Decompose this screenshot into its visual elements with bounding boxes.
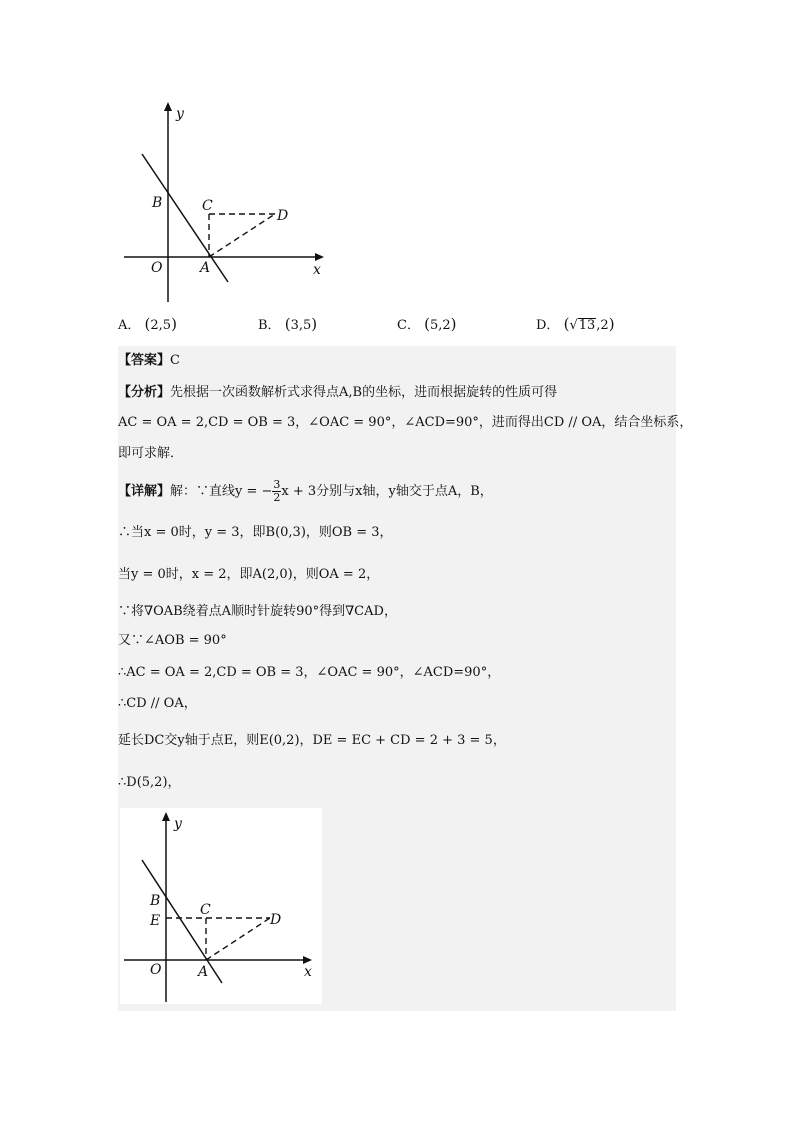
step-4: 又∵∠AOB = 90° <box>118 633 227 648</box>
option-a[interactable]: A． (2,5) <box>118 315 177 333</box>
y-axis-arrow <box>164 102 172 111</box>
step-6: ∴CD // OA， <box>118 696 197 711</box>
option-c[interactable]: C． (5,2) <box>397 315 457 333</box>
detail-line <box>118 479 493 504</box>
label-b: B <box>152 195 163 211</box>
step-3: ∵将∇OAB绕着点A顺时针旋转90°得到∇CAD， <box>118 604 397 619</box>
segment-ad-dashed <box>209 214 275 257</box>
option-d-rest: ,2 <box>596 318 609 333</box>
option-b[interactable]: B． (3,5) <box>258 315 318 333</box>
y-axis-arrow <box>162 812 170 821</box>
option-b-value: 3,5 <box>290 318 312 333</box>
analysis-line-1 <box>118 384 557 402</box>
option-a-value: 2,5 <box>150 318 172 333</box>
analysis-line-3: 即可求解． <box>118 446 184 461</box>
label-y: y <box>176 106 184 122</box>
analysis-tag: 【分析】 <box>118 385 171 400</box>
answer-options <box>118 310 678 336</box>
step-2: 当y = 0时，x = 2，即A(2,0)，则OA = 2， <box>118 567 380 582</box>
label-o: O <box>151 260 163 276</box>
option-d-sqrt: 13 <box>578 318 596 333</box>
option-c-letter: C． <box>397 318 420 333</box>
figure-2 <box>120 808 322 1004</box>
answer-line <box>118 352 180 370</box>
fraction-three-halves: $\frac{3}{2}$ <box>273 478 281 504</box>
step-7: 延长DC交y轴于点E，则E(0,2)，DE = EC + CD = 2 + 3 = 5， <box>118 733 506 748</box>
coordinate-diagram-2 <box>120 808 322 1004</box>
label-e: E <box>150 913 161 929</box>
label-x: x <box>313 262 321 278</box>
option-d[interactable]: D． (√13,2) <box>536 315 615 333</box>
option-d-letter: D． <box>536 318 560 333</box>
label-a: A <box>200 260 211 276</box>
option-c-value: 5,2 <box>429 318 451 333</box>
step-1: ∴当x = 0时，y = 3，即B(0,3)，则OB = 3， <box>118 525 393 540</box>
label-x: x <box>304 964 312 980</box>
x-axis-arrow <box>315 253 324 261</box>
analysis-line-2: AC = OA = 2,CD = OB = 3，∠OAC = 90°，∠ACD=90°，进而得出CD // OA，结合坐标系， <box>118 415 693 430</box>
label-a: A <box>198 964 209 980</box>
detail-tag: 【详解】 <box>118 484 171 499</box>
label-c: C <box>200 902 211 918</box>
option-a-letter: A． <box>118 318 141 333</box>
option-b-letter: B． <box>258 318 281 333</box>
figure-1 <box>118 100 338 306</box>
analysis-text-1: 先根据一次函数解析式求得点A,B的坐标，进而根据旋转的性质可得 <box>170 385 558 400</box>
label-d: D <box>277 208 289 224</box>
segment-ad-dashed <box>206 918 270 960</box>
solution-block <box>118 346 693 1011</box>
step-5: ∴AC = OA = 2,CD = OB = 3，∠OAC = 90°，∠ACD=90°， <box>118 665 501 680</box>
x-axis-arrow <box>303 956 312 964</box>
label-b: B <box>150 893 161 909</box>
label-y: y <box>174 816 182 832</box>
label-o: O <box>150 962 162 978</box>
answer-value: C <box>170 353 180 368</box>
answer-tag: 【答案】 <box>118 353 171 368</box>
detail-post: x + 3分别与x轴，y轴交于点A，B， <box>281 484 493 499</box>
label-c: C <box>202 198 213 214</box>
coordinate-diagram-1 <box>118 100 338 306</box>
label-d: D <box>270 912 282 928</box>
step-8: ∴D(5,2)， <box>118 775 181 790</box>
detail-pre: 解：∵直线y = − <box>170 484 273 499</box>
